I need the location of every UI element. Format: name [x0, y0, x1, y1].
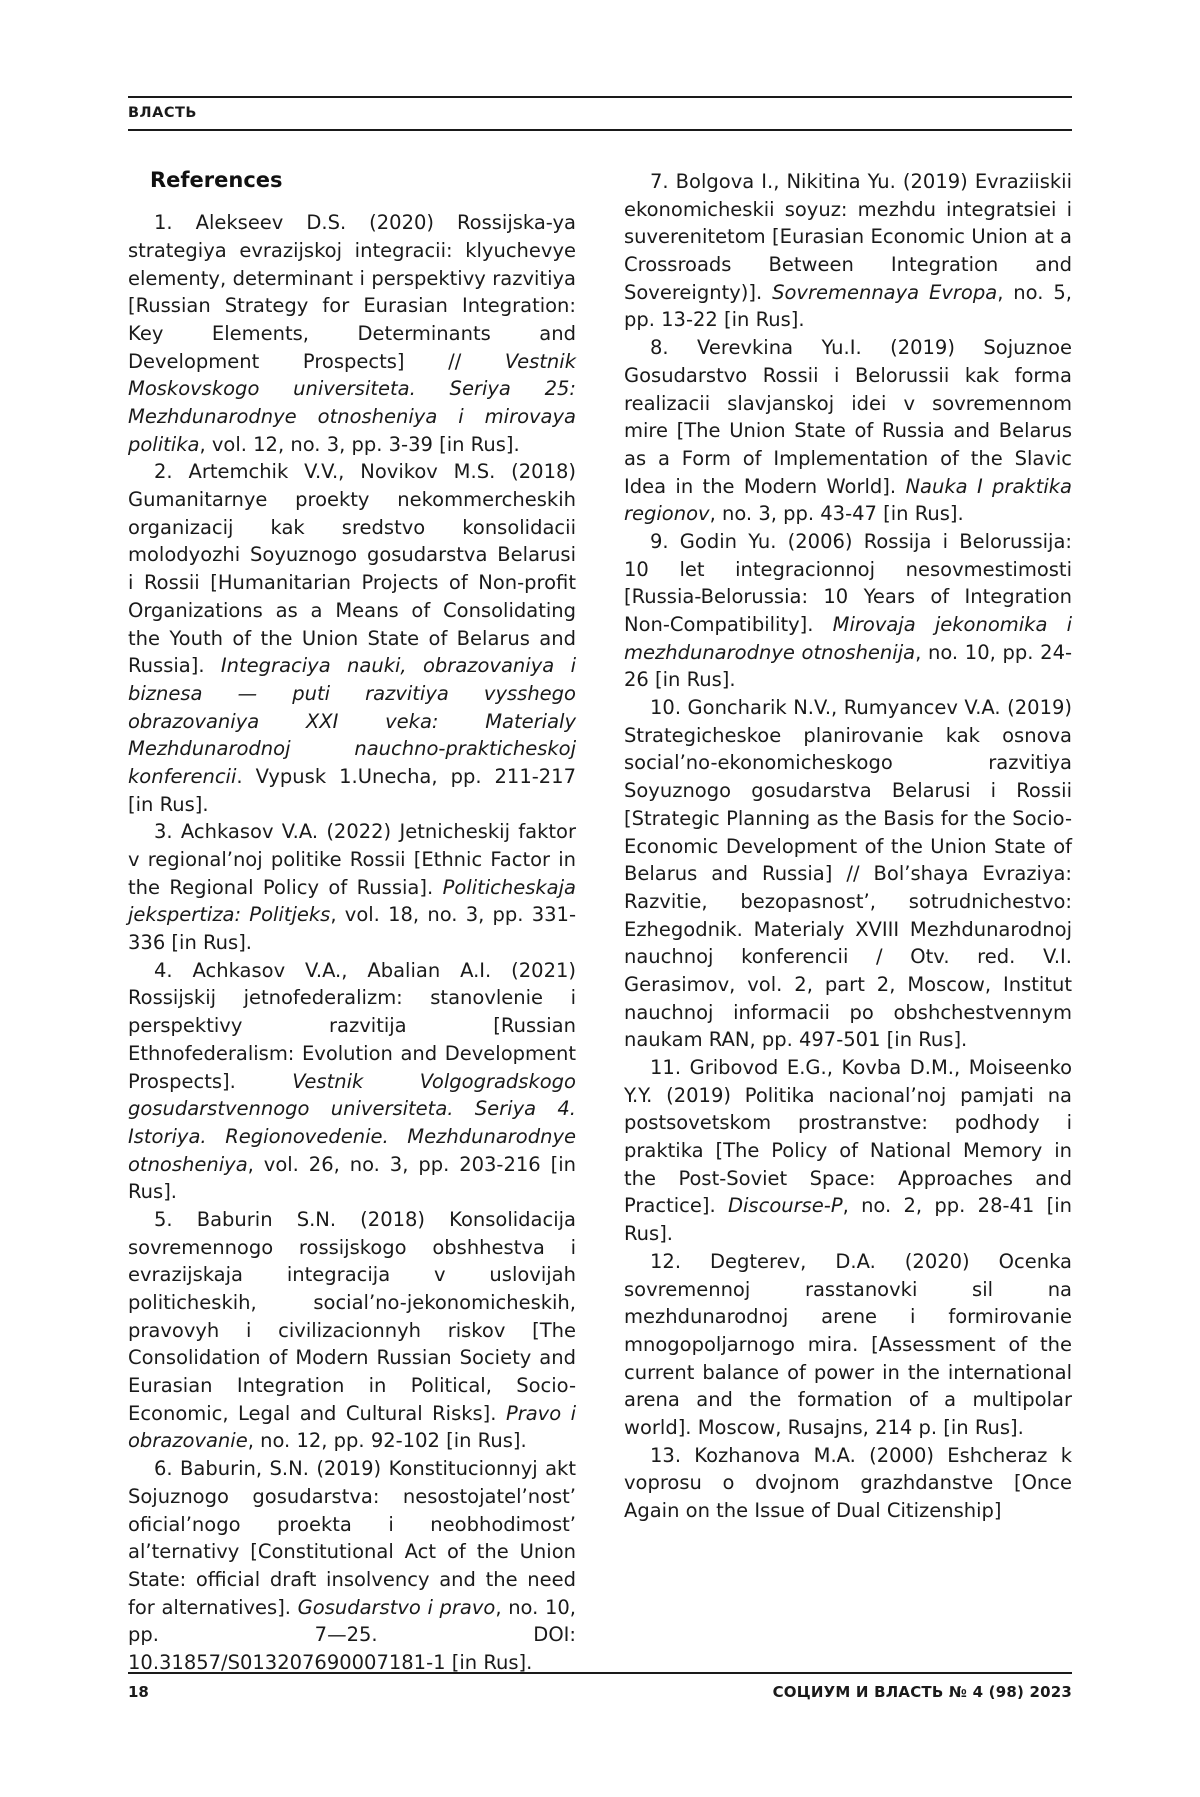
reference-entry: 11. Gribovod E.G., Kovba D.M., Moiseenko Y.Y. (2019) Politika nacional’noj pamjati na postsovetskom prostranstve: podhody i praktika [The Policy of National Memory in the Post-Soviet Space: Approaches and Practice]. Discourse-P, no. 2, pp. 28-41 [in Rus]. — [624, 1056, 1073, 1246]
reference-entry: 2. Artemchik V.V., Novikov M.S. (2018) Gumanitarnye proekty nekommercheskih organizacij kak sredstvo konsolidacii molodyozhi Soyuznogo gosudarstva Belarusi i Rossii [Humanitarian Projects of Non-profit Organizations as a Means of Consolidating the Youth of the Union State of Belarus and Russia]. Integraciya nauki, obrazovaniya i biznesa — puti razvitiya vysshego obrazovaniya XXI veka: Materialy Mezhdunarodnoj nauchno-prakticheskoj konferencii. Vypusk 1.Unecha, pp. 211-217 [in Rus]. — [128, 460, 576, 816]
reference-entry: 13. Kozhanova M.A. (2000) Eshcheraz k voprosu o dvojnom grazhdanstve [Once Again on the Issue of Dual Citizenship] — [624, 1443, 1072, 1522]
page-title: References — [150, 168, 283, 192]
reference-entry: 5. Baburin S.N. (2018) Konsolidacija sovremennogo rossijskogo obshhestva i evrazijskaja integracija v uslovijah politicheskih, social’no-jekonomicheskih, pravovyh i civilizacionnyh riskov [The Consolidation of Modern Russian Society and Eurasian Integration in Political, Socio-Economic, Legal and Cultural Risks]. Pravo i obrazovanie, no. 12, pp. 92-102 [in Rus]. — [128, 1207, 577, 1453]
running-head: ВЛАСТЬ — [128, 105, 197, 121]
reference-entry: 8. Verevkina Yu.I. (2019) Sojuznoe Gosudarstvo Rossii i Belorussii kak forma realizacii slavjanskoj idei v sovremennom mire [The Union State of Russia and Belarus as a Form of Implementation of the Slavic Idea in the Modern World]. Nauka I praktika regionov, no. 3, pp. 43-47 [in Rus]. — [624, 336, 1072, 526]
reference-entry: 9. Godin Yu. (2006) Rossija i Belorussija: 10 let integracionnoj nesovmestimosti [Russia-Belorussia: 10 Years of Integration Non-Compatibility]. Mirovaja jekonomika i mezhdunarodnye otnoshenija, no. 10, pp. 24-26 [in Rus]. — [624, 529, 1073, 692]
page-footer — [128, 1672, 1072, 1701]
page-header — [128, 96, 1072, 131]
reference-entry: 3. Achkasov V.A. (2022) Jetnicheskij faktor v regional’noj politike Rossii [Ethnic Factor in the Regional Policy of Russia]. Politicheskaja jekspertiza: Politjeks, vol. 18, no. 3, pp. 331-336 [in Rus]. — [128, 820, 576, 955]
reference-entry: 4. Achkasov V.A., Abalian A.I. (2021) Rossijskij jetnofederalizm: stanovlenie i perspektivy razvitija [Russian Ethnofederalism: Evolution and Development Prospects]. Vestnik Volgogradskogo gosudarstvennogo universiteta. Seriya 4. Istoriya. Regionovedenie. Mezhdunarodnye otnosheniya, vol. 26, no. 3, pp. 203-216 [in Rus]. — [128, 958, 576, 1204]
body-columns — [128, 168, 1072, 1677]
reference-entry: 10. Goncharik N.V., Rumyancev V.A. (2019) Strategicheskoe planirovanie kak osnova social’no-ekonomicheskogo razvitiya Soyuznogo gosudarstva Belarusi i Rossii [Strategic Planning as the Basis for the Socio-Economic Development of the Union State of Belarus and Russia] // Bol’shaya Evraziya: Razvitie, bezopasnost’, sotrudnichestvo: Ezhegodnik. Materialy XVIII Mezhdunarodnoj nauchnoj konferencii / Otv. red. V.I. Gerasimov, vol. 2, part 2, Moscow, Institut nauchnoj informacii po obshchestvennym naukam RAN, pp. 497-501 [in Rus]. — [624, 696, 1072, 1052]
reference-entry: 6. Baburin, S.N. (2019) Konstitucionnyj akt Sojuznogo gosudarstva: nesostojatel’nost’ oficial’nogo proekta i neobhodimost’ al’ternativy [Constitutional Act of the Union State: official draft insolvency and the need for alternatives]. Gosudarstvo i pravo, no. 10, pp. 7—25. DOI: 10.31857/S013207690007181-1 [in Rus]. — [128, 1457, 576, 1674]
reference-entry: 7. Bolgova I., Nikitina Yu. (2019) Evraziiskii ekonomicheskii soyuz: mezhdu integratsiei i suverenitetom [Eurasian Economic Union at a Crossroads Between Integration and Sovereignty)]. Sovremennaya Evropa, no. 5, pp. 13-22 [in Rus]. — [624, 170, 1072, 332]
reference-entry: 1. Alekseev D.S. (2020) Rossijska-ya strategiya evrazijskoj integracii: klyuchevye elementy, determinant i perspektivy razvitiya [Russian Strategy for Eurasian Integration: Key Elements, Determinants and Development Prospects] // Vestnik Moskovskogo universiteta. Seriya 25: Mezhdunarodnye otnosheniya i mirovaya politika, vol. 12, no. 3, pp. 3-39 [in Rus]. — [128, 211, 576, 456]
column-left — [128, 168, 576, 1677]
journal-info: СОЦИУМ И ВЛАСТЬ № 4 (98) 2023 — [772, 1683, 1072, 1701]
header-rule-bottom — [128, 129, 1072, 131]
column-right — [624, 168, 1072, 1677]
page-number: 18 — [128, 1683, 149, 1701]
reference-entry: 12. Degterev, D.A. (2020) Ocenka sovremennoj rasstanovki sil na mezhdunarodnoj arene i formirovanie mnogopoljarnogo mira. [Assessment of the current balance of power in the international arena and the formation of a multipolar world]. Moscow, Rusajns, 214 p. [in Rus]. — [624, 1249, 1072, 1439]
footer-row — [128, 1674, 1072, 1701]
